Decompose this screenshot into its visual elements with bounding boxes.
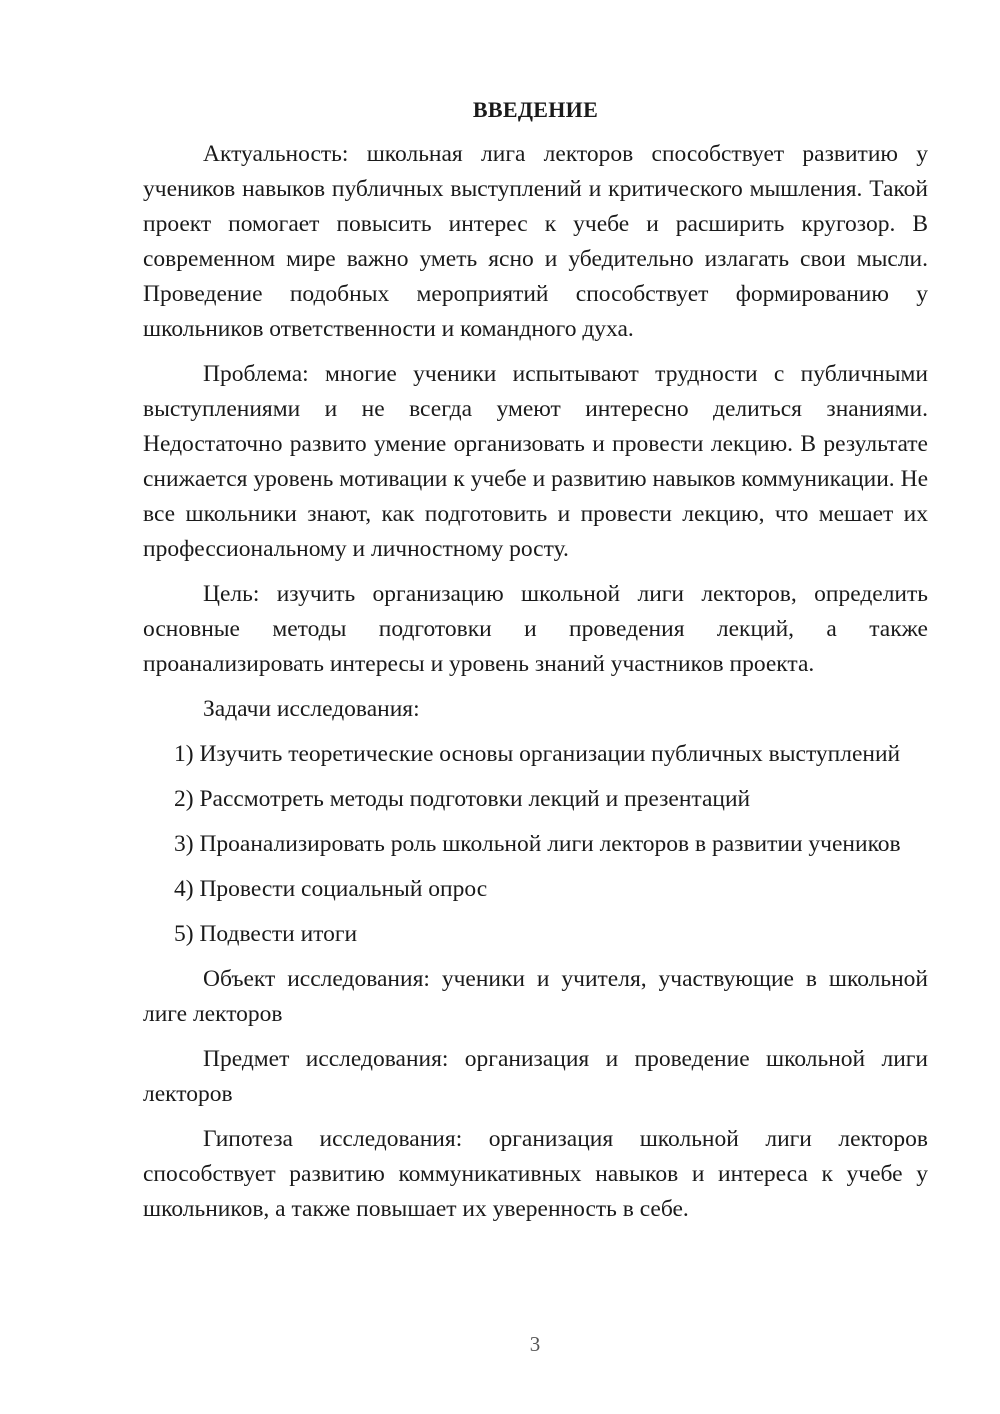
task-list-item: 3) Проанализировать роль школьной лиги лекторов в развитии учеников: [174, 831, 901, 857]
object-paragraph: Объект исследования: ученики и учителя, участвующие в школьной лиге лекторов: [143, 966, 928, 1027]
task-list-item: 4) Провести социальный опрос: [174, 876, 488, 902]
problem-paragraph: Проблема: многие ученики испытывают трудности с публичными выступлениями и не всегда умеют интересно делиться знаниями. Недостаточно развито умение организовать и провести лекцию. В результате снижается уровень мотивации к учебе и развитию навыков коммуникации. Не все школьники знают, как подготовить и провести лекцию, что мешает их профессиональному и личностному росту.: [143, 361, 928, 562]
goal-paragraph: Цель: изучить организацию школьной лиги лекторов, определить основные методы подготовки и проведения лекций, а также проанализировать интересы и уровень знаний участников проекта.: [143, 581, 928, 677]
page-number: 3: [529, 1332, 541, 1356]
hypothesis-paragraph: Гипотеза исследования: организация школьной лиги лекторов способствует развитию коммуникативных навыков и интереса к учебе у школьников, а также повышает их уверенность в себе.: [143, 1126, 928, 1222]
task-list-item: 2) Рассмотреть методы подготовки лекций и презентаций: [174, 786, 751, 812]
task-list-item: 1) Изучить теоретические основы организации публичных выступлений: [174, 741, 901, 767]
tasks-heading: Задачи исследования:: [203, 696, 420, 722]
page-content: [143, 92, 928, 1237]
subject-paragraph: Предмет исследования: организация и проведение школьной лиги лекторов: [143, 1046, 928, 1107]
relevance-paragraph: Актуальность: школьная лига лекторов способствует развитию у учеников навыков публичных выступлений и критического мышления. Такой проект помогает повысить интерес к учебе и расширить кругозор. В современном мире важно уметь ясно и убедительно излагать свои мысли. Проведение подобных мероприятий способствует формированию у школьников ответственности и командного духа.: [143, 141, 928, 342]
task-list-item: 5) Подвести итоги: [174, 921, 358, 947]
page-title: ВВЕДЕНИЕ: [472, 97, 599, 122]
